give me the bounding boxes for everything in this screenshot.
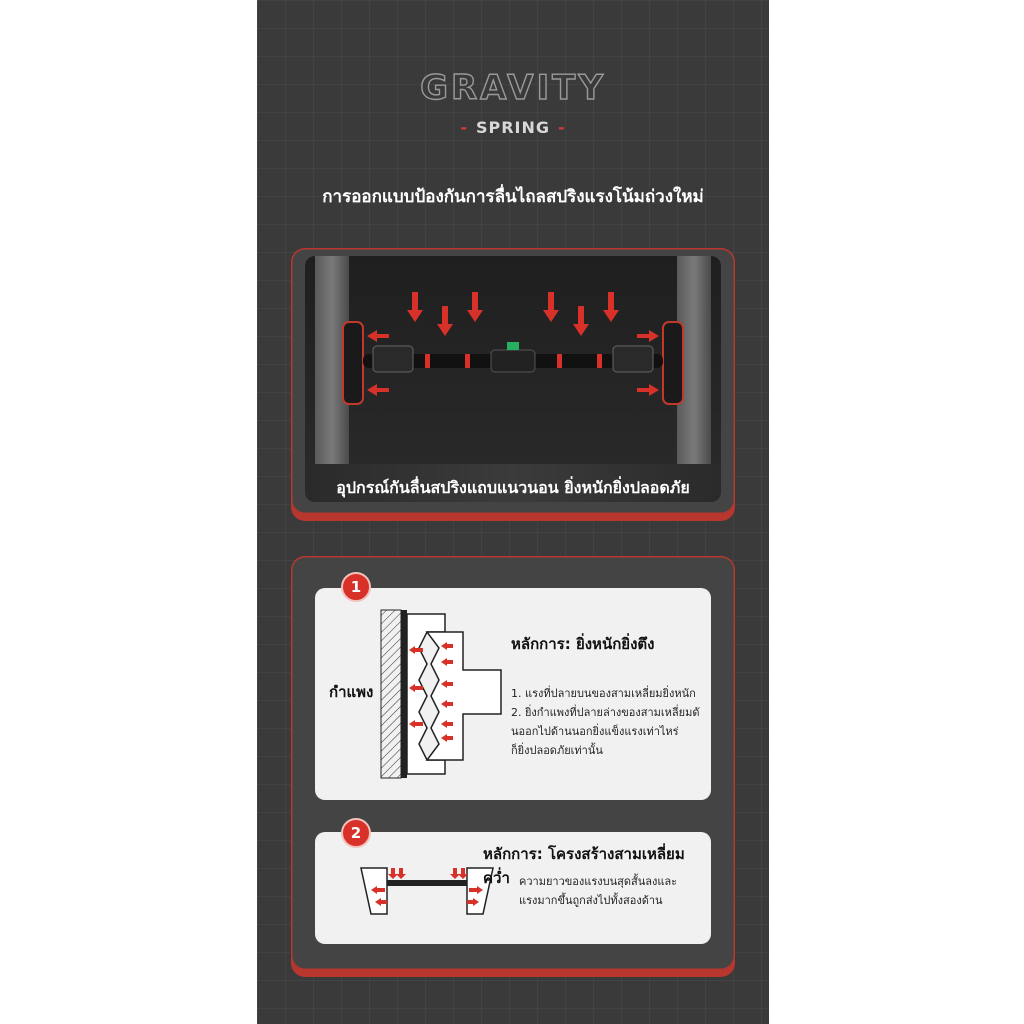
principle1-line: 2. ยิ่งกำแพงที่ปลายล่างของสามเหลี่ยมดั	[511, 706, 700, 719]
principle2-line: ความยาวของแรงบนสุดสั้นลงและ	[519, 875, 678, 888]
principle2-line: แรงมากขึ้นถูกส่งไปทั้งสองด้าน	[519, 894, 663, 907]
down-arrows	[407, 292, 619, 336]
principle1-line: นออกไปด้านนอกยิ่งแข็งแรงเท่าไหร่	[511, 725, 679, 738]
headline: การออกแบบป้องกันการลื่นไถลสปริงแรงโน้มถ่วงใหม่	[322, 187, 704, 207]
product-poster	[257, 0, 769, 1024]
principle1-title: หลักการ: ยิ่งหนักยิ่งตึง	[511, 635, 655, 653]
principle2-body	[519, 872, 677, 910]
principles-frame	[291, 556, 735, 970]
subtitle-dash-left: -	[460, 118, 468, 137]
product-caption: อุปกรณ์กันลื่นสปริงแถบแนวนอน ยิ่งหนักยิ่งปลอดภัย	[336, 478, 690, 497]
brand-subtitle	[257, 118, 769, 137]
principle-card-1	[315, 588, 711, 800]
badge-2: 2	[341, 818, 371, 848]
badge-1: 1	[341, 572, 371, 602]
wall-label: กำแพง	[329, 683, 374, 701]
principle1-line: 1. แรงที่ปลายบนของสามเหลี่ยมยิ่งหนัก	[511, 687, 696, 700]
product-photo-frame	[291, 248, 735, 514]
brand-title: GRAVITY	[420, 68, 606, 108]
product-photo	[305, 256, 721, 502]
principle-card-2	[315, 832, 711, 944]
triangle-arrows	[371, 868, 483, 906]
subtitle-text: SPRING	[475, 118, 551, 137]
principle2-title: หลักการ: โครงสร้างสามเหลี่ยมคว่ำ	[483, 845, 685, 887]
principle1-line: ก็ยิ่งปลอดภัยเท่านั้น	[511, 744, 603, 757]
principle1-body	[511, 684, 699, 760]
subtitle-dash-right: -	[558, 118, 566, 137]
